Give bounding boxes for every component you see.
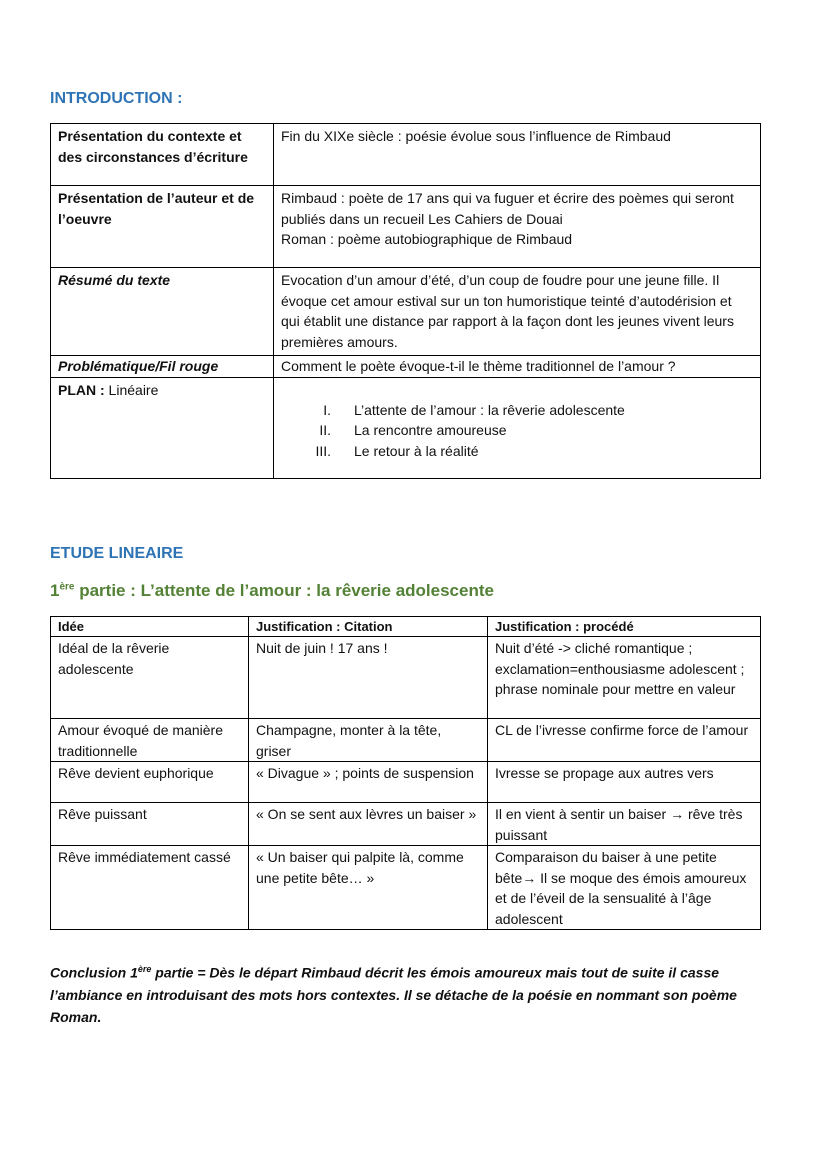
column-header-idee: Idée [51,617,249,637]
conclusion-text: partie = Dès le départ Rimbaud décrit les émois amoureux mais tout de suite il casse l’ambiance en introduisant des mots hors contextes. Il se détache de la poésie en nommant son poème Roman. [50,964,737,1025]
cell-procede: CL de l’ivresse confirme force de l’amour [488,719,761,762]
cell-idee: Rêve puissant [51,803,249,846]
conclusion-prefix: Conclusion 1 [50,964,138,981]
cell-citation: Nuit de juin ! 17 ans ! [249,637,488,719]
cell-idee: Rêve devient euphorique [51,762,249,803]
row-line: Roman : poème autobiographique de Rimbaud [281,231,573,247]
table-row [51,719,761,762]
cell-procede: Ivresse se propage aux autres vers [488,762,761,803]
part-heading [50,581,494,601]
table-row [51,356,761,378]
cell-procede: Nuit d’été -> cliché romantique ; exclamation=enthousiasme adolescent ; phrase nominale pour mettre en valeur [488,637,761,719]
cell-idee: Idéal de la rêverie adolescente [51,637,249,719]
list-item [281,400,753,421]
cell-idee: Rêve immédiatement cassé [51,846,249,930]
part-number: 1 [50,581,60,600]
cell-citation: « On se sent aux lèvres un baiser » [249,803,488,846]
table-row [51,124,761,186]
row-content [274,124,761,186]
part-superscript: ère [59,581,75,593]
linear-study-table [50,616,761,930]
cell-idee: Amour évoqué de manière traditionnelle [51,719,249,762]
part-title: partie : L’attente de l’amour : la rêverie adolescente [74,581,494,600]
row-label: Présentation de l’auteur et de l’oeuvre [51,186,274,268]
plan-label-rest: Linéaire [104,381,159,398]
cell-procede: Il en vient à sentir un baiser → rêve très puissant [488,803,761,846]
table-row [51,803,761,846]
list-number: I. [323,401,331,418]
column-header-procede: Justification : procédé [488,617,761,637]
row-line: Rimbaud : poète de 17 ans qui va fuguer et écrire des poèmes qui seront publiés dans un recueil Les Cahiers de Douai [281,190,734,227]
table-header-row [51,617,761,637]
plan-list [281,400,753,462]
cell-citation: « Divague » ; points de suspension [249,762,488,803]
cell-procede: Comparaison du baiser à une petite bête→ Il se moque des émois amoureux et de l’éveil de la sensualité à l’âge adolescent [488,846,761,930]
table-row [51,377,761,478]
row-label: Résumé du texte [51,268,274,356]
column-header-citation: Justification : Citation [249,617,488,637]
list-text: La rencontre amoureuse [354,422,507,438]
row-line: Evocation d’un amour d’été, d’un coup de foudre pour une jeune fille. Il évoque cet amour estival sur un ton humoristique teinté d’autodérision et qui établit une distance par rapport à la façon dont les jeunes vivent leurs premières amours. [281,272,734,350]
plan-label [51,377,274,478]
cell-citation: « Un baiser qui palpite là, comme une petite bête… » [249,846,488,930]
plan-content [274,377,761,478]
plan-label-bold: PLAN : [58,381,105,398]
cell-citation: Champagne, monter à la tête, griser [249,719,488,762]
row-line: Comment le poète évoque-t-il le thème traditionnel de l’amour ? [281,358,676,374]
row-content [274,268,761,356]
etude-heading: ETUDE LINEAIRE [50,545,184,562]
table-row [51,846,761,930]
list-text: Le retour à la réalité [354,442,479,459]
row-content [274,356,761,378]
table-row [51,762,761,803]
table-row [51,186,761,268]
list-item [281,441,753,462]
list-number: III. [315,442,331,459]
conclusion-superscript: ère [137,964,152,974]
list-number: II. [319,422,331,438]
list-text: L’attente de l’amour : la rêverie adolescente [354,401,625,418]
table-row [51,268,761,356]
row-content [274,186,761,268]
row-line: Fin du XIXe siècle : poésie évolue sous l’influence de Rimbaud [281,128,671,144]
introduction-table [50,123,761,479]
row-label: Présentation du contexte et des circonstances d’écriture [51,124,274,186]
conclusion-paragraph [50,958,765,1028]
table-row [51,637,761,719]
introduction-heading: INTRODUCTION : [50,90,183,107]
row-label: Problématique/Fil rouge [51,356,274,378]
list-item [281,420,753,441]
